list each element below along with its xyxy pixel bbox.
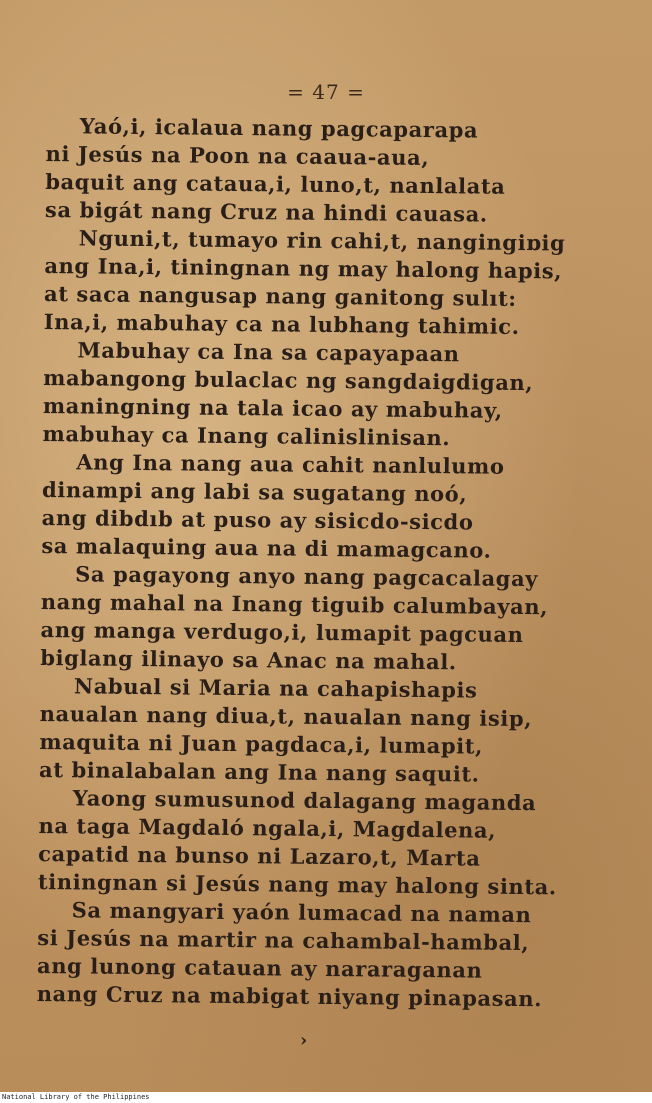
verse-line: biglang ilinayo sa Anac na mahal. [40, 644, 457, 675]
verse-line: sa bigát nang Cruz na hindi cauasa. [44, 196, 488, 227]
verse-line: ang dibdıb at puso ay sisicdo-sicdo [41, 504, 474, 535]
verse-line: si Jesús na martir na cahambal-hambal, [37, 924, 530, 956]
page-number: = 47 = [287, 80, 365, 104]
stanza [42, 336, 623, 454]
verse-line: capatid na bunso ni Lazaro,t, Marta [38, 840, 481, 871]
poem-text [37, 112, 626, 1014]
stanza [37, 896, 618, 1014]
stanza [41, 448, 622, 566]
verse-line: Ina,i, mabuhay ca na lubhang tahimic. [43, 308, 520, 339]
verse-line: at saca nangusap nang ganitong sulıt: [43, 280, 517, 311]
verse-line: naualan nang diua,t, naualan nang isip, [39, 700, 533, 732]
verse-line: Yaong sumusunod dalagang maganda [72, 785, 537, 816]
verse-line: Sa pagayong anyo nang pagcacalagay [75, 561, 539, 592]
verse-line: Nguni,t, tumayo rin cahi,t, nangingiɒig [78, 225, 566, 256]
verse-line: nang Cruz na mabigat niyang pinapasan. [36, 980, 543, 1012]
verse-line: ang manga verdugo,i, lumapit pagcuan [40, 616, 524, 648]
stanza [44, 224, 625, 342]
library-credit: National Library of the Philippines [0, 1092, 652, 1103]
verse-line: tiningnan si Jesús nang may halong sinta. [37, 868, 557, 900]
verse-line: nang mahal na Inang tiguib calumbayan, [40, 588, 549, 620]
stanza [39, 672, 620, 790]
stanza [40, 560, 621, 678]
verse-line: Sa mangyari yaón lumacad na naman [71, 897, 532, 928]
verse-line: at binalabalan ang Ina nang saquit. [38, 756, 480, 787]
verse-line: ni Jesús na Poon na caaua-aua, [45, 140, 430, 171]
verse-line: na taga Magdaló ngala,i, Magdalena, [38, 812, 497, 843]
verse-line: baquit ang cataua,i, luno,t, nanlalata [45, 168, 506, 199]
verse-line: Nabual si Maria na cahapishapis [73, 673, 478, 703]
verse-line: mabangong bulaclac ng sangdaigdigan, [43, 364, 534, 396]
stanza [45, 112, 626, 230]
verse-line: ang lunong catauan ay nararaganan [36, 952, 483, 983]
verse-line: ang Ina,i, tiningnan ng may halong hapis, [44, 252, 563, 284]
verse-line: mabuhay ca Inang calinislinisan. [42, 420, 451, 451]
verse-line: Ang Ina nang aua cahit nanlulumo [76, 449, 505, 479]
verse-line: Yaó,i, icalaua nang pagcaparapa [79, 113, 479, 143]
verse-line: Mabuhay ca Ina sa capayapaan [77, 337, 460, 367]
verse-line: maningning na tala icao ay mabuhay, [42, 392, 503, 423]
verse-line: maquita ni Juan pagdaca,i, lumapit, [39, 728, 484, 759]
verse-line: dinampi ang labi sa sugatang noó, [41, 476, 468, 507]
verse-line: sa malaquing aua na di mamagcano. [41, 532, 492, 563]
stanza [38, 784, 619, 902]
signature-mark: › [300, 1030, 308, 1051]
